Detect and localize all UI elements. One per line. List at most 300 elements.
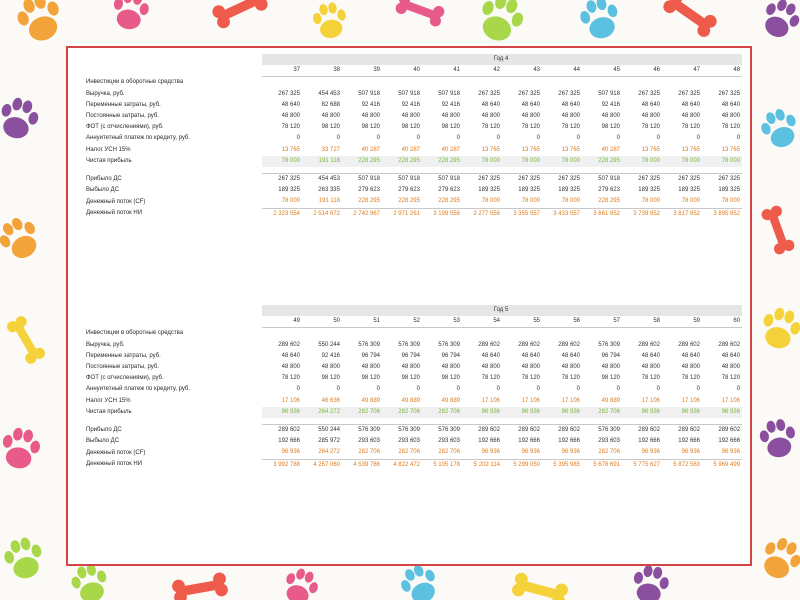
value-cell: 48 640 (281, 352, 300, 359)
table-row (86, 384, 742, 395)
value-cell: 507 918 (422, 174, 462, 186)
value-cell: 267 325 (678, 90, 700, 97)
value-cell: 48 640 (521, 352, 540, 359)
empty-cell (502, 77, 542, 89)
value-cell: 92 416 (601, 101, 620, 108)
month-number: 57 (582, 316, 622, 328)
value-cell: 289 602 (638, 341, 660, 348)
row-label: ФОТ (с отчислениями), руб. (86, 124, 164, 131)
value-cell: 98 120 (601, 375, 620, 382)
paw-icon (0, 212, 46, 265)
paw-icon (311, 0, 349, 40)
value-cell: 293 603 (438, 438, 460, 445)
table-row (86, 373, 742, 384)
year-header-row (86, 305, 742, 316)
value-cell: 3 817 852 (673, 210, 700, 217)
table-row (86, 89, 742, 100)
empty-cell (342, 328, 382, 340)
value-cell: 48 800 (321, 113, 340, 119)
row-label: Выручка, руб. (86, 90, 125, 97)
paw-icon (756, 533, 800, 585)
value-cell: 507 918 (598, 90, 620, 97)
month-number: 51 (342, 316, 382, 328)
value-cell: 289 602 (278, 341, 300, 348)
value-cell: 189 325 (278, 187, 300, 194)
table-row (86, 407, 742, 418)
paw-icon (110, 0, 151, 32)
value-cell: 48 800 (521, 364, 540, 370)
month-number: 38 (302, 65, 342, 77)
value-cell: 0 (496, 135, 500, 142)
value-cell: 48 800 (641, 113, 660, 119)
value-cell: 192 666 (478, 438, 500, 445)
value-cell: 13 765 (481, 146, 500, 153)
value-cell: 48 640 (281, 101, 300, 108)
empty-cell (382, 77, 422, 89)
value-cell: 96 936 (262, 447, 302, 459)
value-cell: 17 106 (281, 397, 300, 404)
value-cell: 550 244 (302, 425, 342, 437)
value-cell: 78 000 (502, 156, 542, 167)
value-cell: 267 325 (462, 174, 502, 186)
value-cell: 78 000 (542, 196, 582, 208)
value-cell: 5 775 627 (633, 461, 660, 468)
row-label: Денежный поток (CF) (86, 198, 146, 205)
month-number: 46 (622, 65, 662, 77)
value-cell: 17 106 (681, 397, 700, 404)
value-cell: 0 (656, 386, 660, 393)
value-cell: 0 (536, 135, 540, 142)
month-number: 52 (382, 316, 422, 328)
value-cell: 507 918 (382, 174, 422, 186)
month-number: 55 (502, 316, 542, 328)
value-cell: 49 889 (361, 397, 380, 404)
row-label: ФОТ (с отчислениями), руб. (86, 375, 164, 382)
empty-cell (342, 77, 382, 89)
value-cell: 96 794 (361, 352, 380, 359)
value-cell: 96 936 (622, 407, 662, 418)
value-cell: 0 (336, 135, 340, 142)
value-cell: 282 706 (382, 447, 422, 459)
value-cell: 289 602 (678, 341, 700, 348)
value-cell: 78 000 (662, 156, 702, 167)
value-cell: 282 706 (342, 447, 382, 459)
value-cell: 13 765 (281, 146, 300, 153)
value-cell: 96 794 (401, 352, 420, 359)
value-cell: 267 325 (662, 174, 702, 186)
value-cell: 98 120 (321, 375, 340, 382)
table-row (86, 111, 742, 122)
value-cell: 289 602 (502, 425, 542, 437)
value-cell: 48 640 (561, 352, 580, 359)
empty-cell (422, 77, 462, 89)
value-cell: 282 706 (382, 407, 422, 418)
value-cell: 228 295 (422, 156, 462, 167)
value-cell: 33 727 (321, 146, 340, 153)
row-label: Денежный поток (CF) (86, 449, 146, 456)
value-cell: 192 666 (518, 438, 540, 445)
value-cell: 4 822 472 (393, 461, 420, 468)
value-cell: 279 623 (398, 187, 420, 194)
value-cell: 96 794 (601, 352, 620, 359)
value-cell: 192 666 (278, 438, 300, 445)
value-cell: 293 603 (598, 438, 620, 445)
value-cell: 0 (456, 135, 460, 142)
value-cell: 282 706 (422, 447, 462, 459)
value-cell: 48 800 (281, 113, 300, 119)
value-cell: 267 325 (278, 90, 300, 97)
bone-icon (171, 571, 229, 600)
value-cell: 3 355 557 (513, 210, 540, 217)
month-number: 43 (502, 65, 542, 77)
empty-cell (382, 328, 422, 340)
value-cell: 48 640 (681, 352, 700, 359)
value-cell: 78 000 (462, 156, 502, 167)
value-cell: 48 640 (561, 101, 580, 108)
value-cell: 5 969 499 (713, 461, 741, 468)
value-cell: 92 416 (401, 101, 420, 108)
row-label: Прибыло ДС (86, 426, 122, 433)
table-row (86, 174, 742, 186)
empty-cell (582, 77, 622, 89)
value-cell: 98 120 (361, 375, 380, 382)
value-cell: 98 120 (441, 124, 460, 131)
value-cell: 78 120 (521, 124, 540, 131)
spreadsheet-card (66, 46, 752, 566)
table-row (86, 122, 742, 133)
row-label: Аннуитетный платеж по кредиту, руб. (86, 135, 191, 142)
paw-icon (1, 534, 48, 582)
value-cell: 228 295 (582, 196, 622, 208)
value-cell: 550 244 (318, 341, 340, 348)
value-cell: 507 918 (582, 174, 622, 186)
value-cell: 98 120 (441, 375, 460, 382)
value-cell: 78 120 (561, 375, 580, 382)
value-cell: 267 325 (518, 90, 540, 97)
value-cell: 0 (736, 135, 741, 142)
value-cell: 289 602 (462, 425, 502, 437)
value-cell: 289 602 (262, 425, 302, 437)
empty-cell (662, 77, 702, 89)
value-cell: 92 416 (361, 101, 380, 108)
value-cell: 78 120 (281, 124, 300, 131)
paw-icon (757, 0, 800, 43)
empty-cell (262, 328, 302, 340)
value-cell: 48 800 (681, 113, 700, 119)
value-cell: 96 936 (462, 447, 502, 459)
bone-icon (210, 0, 269, 30)
value-cell: 17 106 (561, 397, 580, 404)
row-label: Постоянные затраты, руб. (86, 364, 159, 370)
empty-cell (86, 316, 262, 328)
row-label: Налог УСН 15% (86, 146, 131, 153)
value-cell: 48 800 (281, 364, 300, 370)
month-number: 53 (422, 316, 462, 328)
empty-cell (702, 328, 742, 340)
value-cell: 289 602 (542, 425, 582, 437)
value-cell: 576 309 (382, 425, 422, 437)
value-cell: 192 666 (678, 438, 700, 445)
table-row (86, 185, 742, 196)
value-cell: 48 800 (441, 364, 460, 370)
value-cell: 96 936 (262, 407, 302, 418)
value-cell: 78 000 (262, 156, 302, 167)
empty-cell (622, 328, 662, 340)
value-cell: 228 295 (582, 156, 622, 167)
value-cell: 267 325 (638, 90, 660, 97)
value-cell: 17 106 (481, 397, 500, 404)
row-label: Выбыло ДС (86, 187, 120, 194)
value-cell: 48 800 (601, 364, 620, 370)
value-cell: 228 295 (382, 196, 422, 208)
value-cell: 17 106 (641, 397, 660, 404)
empty-cell (422, 328, 462, 340)
value-cell: 0 (696, 135, 700, 142)
value-cell: 0 (336, 386, 340, 393)
paw-icon (577, 0, 624, 43)
value-cell: 192 666 (558, 438, 580, 445)
year-4-table (86, 54, 742, 220)
value-cell: 96 936 (622, 447, 662, 459)
bone-icon (511, 571, 570, 600)
value-cell: 48 800 (561, 364, 580, 370)
value-cell: 78 000 (702, 196, 742, 208)
month-number: 37 (262, 65, 302, 77)
value-cell: 48 800 (521, 113, 540, 119)
value-cell: 267 325 (558, 90, 580, 97)
month-number: 45 (582, 65, 622, 77)
empty-cell (702, 77, 742, 89)
paw-icon (0, 94, 42, 142)
empty-cell (582, 328, 622, 340)
year-5-table (86, 305, 742, 471)
value-cell: 13 765 (641, 146, 660, 153)
value-cell: 78 000 (622, 196, 662, 208)
value-cell: 454 453 (302, 174, 342, 186)
month-number: 41 (422, 65, 462, 77)
value-cell: 78 120 (281, 375, 300, 382)
month-number: 39 (342, 65, 382, 77)
value-cell: 264 272 (302, 447, 342, 459)
row-label: Выбыло ДС (86, 438, 120, 445)
value-cell: 96 936 (702, 407, 742, 418)
value-cell: 13 765 (721, 146, 741, 153)
value-cell: 576 309 (598, 341, 620, 348)
value-cell: 289 602 (662, 425, 702, 437)
paw-icon (0, 426, 43, 472)
month-number: 49 (262, 316, 302, 328)
value-cell: 279 623 (598, 187, 620, 194)
value-cell: 96 936 (502, 447, 542, 459)
value-cell: 0 (736, 386, 741, 393)
value-cell: 5 105 178 (433, 461, 460, 468)
value-cell: 0 (296, 386, 300, 393)
value-cell: 576 309 (582, 425, 622, 437)
value-cell: 289 602 (702, 425, 742, 437)
value-cell: 48 800 (401, 364, 420, 370)
value-cell: 48 640 (481, 101, 500, 108)
value-cell: 0 (456, 386, 460, 393)
value-cell: 48 800 (721, 364, 741, 370)
value-cell: 96 936 (662, 447, 702, 459)
value-cell: 282 706 (342, 407, 382, 418)
table-row (86, 351, 742, 362)
empty-cell (86, 65, 262, 77)
value-cell: 48 800 (321, 364, 340, 370)
value-cell: 48 640 (641, 352, 660, 359)
month-number-row (86, 316, 742, 328)
value-cell: 49 889 (441, 397, 460, 404)
value-cell: 78 000 (702, 156, 742, 167)
row-label: Денежный поток НИ (86, 461, 143, 468)
value-cell: 48 640 (721, 101, 741, 108)
value-cell: 48 800 (361, 364, 380, 370)
value-cell: 92 416 (321, 352, 340, 359)
value-cell: 0 (616, 135, 620, 142)
value-cell: 78 000 (662, 196, 702, 208)
value-cell: 289 602 (518, 341, 540, 348)
year-label: Год 4 (262, 54, 742, 65)
value-cell: 48 800 (361, 113, 380, 119)
value-cell: 96 936 (662, 407, 702, 418)
table-row (86, 156, 742, 167)
value-cell: 189 325 (558, 187, 580, 194)
value-cell: 78 000 (462, 196, 502, 208)
table-row (86, 77, 742, 89)
month-number: 54 (462, 316, 502, 328)
month-number: 42 (462, 65, 502, 77)
value-cell: 289 602 (718, 341, 741, 348)
table-row (86, 133, 742, 144)
value-cell: 48 640 (721, 352, 741, 359)
value-cell: 49 889 (601, 397, 620, 404)
value-cell: 96 936 (502, 407, 542, 418)
paw-icon (757, 105, 800, 152)
value-cell: 0 (496, 386, 500, 393)
year-label: Год 5 (262, 305, 742, 316)
empty-cell (462, 77, 502, 89)
value-cell: 3 895 852 (713, 210, 741, 217)
row-label: Выручка, руб. (86, 341, 125, 348)
value-cell: 289 602 (558, 341, 580, 348)
value-cell: 189 325 (518, 187, 540, 194)
value-cell: 48 640 (481, 352, 500, 359)
empty-cell (502, 328, 542, 340)
value-cell: 0 (376, 135, 380, 142)
empty-cell (542, 328, 582, 340)
value-cell: 46 636 (321, 397, 340, 404)
paw-icon (396, 560, 444, 600)
value-cell: 3 661 852 (593, 210, 620, 217)
value-cell: 285 972 (318, 438, 340, 445)
value-cell: 5 395 985 (553, 461, 580, 468)
value-cell: 228 295 (422, 196, 462, 208)
value-cell: 78 120 (561, 124, 580, 131)
table-row (86, 196, 742, 208)
value-cell: 267 325 (718, 90, 741, 97)
value-cell: 96 936 (542, 447, 582, 459)
value-cell: 576 309 (438, 341, 460, 348)
value-cell: 507 918 (398, 90, 420, 97)
value-cell: 82 688 (321, 101, 340, 108)
empty-cell (302, 77, 342, 89)
value-cell: 48 800 (641, 364, 660, 370)
month-number: 50 (302, 316, 342, 328)
value-cell: 2 323 554 (273, 210, 300, 217)
value-cell: 267 325 (262, 174, 302, 186)
value-cell: 78 120 (721, 124, 741, 131)
value-cell: 3 739 852 (633, 210, 660, 217)
value-cell: 3 433 557 (553, 210, 580, 217)
value-cell: 48 800 (481, 113, 500, 119)
value-cell: 5 299 050 (513, 461, 540, 468)
value-cell: 98 120 (321, 124, 340, 131)
value-cell: 282 706 (582, 447, 622, 459)
bone-icon (760, 204, 796, 256)
bone-icon (394, 0, 446, 28)
month-number: 56 (542, 316, 582, 328)
row-label: Инвестиции в оборотные средства (86, 79, 184, 86)
value-cell: 40 287 (361, 146, 380, 153)
month-number: 60 (702, 316, 742, 328)
paw-icon (757, 304, 800, 352)
value-cell: 263 335 (318, 187, 340, 194)
empty-cell (302, 328, 342, 340)
value-cell: 78 120 (521, 375, 540, 382)
value-cell: 282 706 (422, 407, 462, 418)
value-cell: 98 120 (601, 124, 620, 131)
value-cell: 78 000 (502, 196, 542, 208)
value-cell: 0 (416, 386, 420, 393)
value-cell: 5 202 114 (473, 461, 500, 468)
value-cell: 576 309 (398, 341, 420, 348)
table-row (86, 208, 742, 220)
value-cell: 507 918 (342, 174, 382, 186)
value-cell: 78 120 (641, 375, 660, 382)
value-cell: 78 120 (681, 124, 700, 131)
table-row (86, 100, 742, 111)
value-cell: 17 106 (521, 397, 540, 404)
value-cell: 0 (576, 386, 580, 393)
value-cell: 40 287 (601, 146, 620, 153)
value-cell: 0 (576, 135, 580, 142)
value-cell: 48 800 (601, 113, 620, 119)
value-cell: 191 118 (302, 156, 342, 167)
table-row (86, 340, 742, 351)
value-cell: 189 325 (638, 187, 660, 194)
row-label: Чистая прибыль (86, 408, 132, 415)
paw-icon (630, 563, 671, 600)
row-label: Переменные затраты, руб. (86, 101, 161, 108)
value-cell: 48 800 (721, 113, 741, 119)
value-cell: 78 000 (262, 196, 302, 208)
value-cell: 5 678 691 (593, 461, 620, 468)
value-cell: 192 666 (718, 438, 741, 445)
value-cell: 48 800 (401, 113, 420, 119)
value-cell: 0 (696, 386, 700, 393)
value-cell: 3 277 556 (473, 210, 500, 217)
value-cell: 289 602 (478, 341, 500, 348)
empty-cell (86, 54, 262, 65)
value-cell: 189 325 (478, 187, 500, 194)
value-cell: 13 765 (681, 146, 700, 153)
table-row (86, 436, 742, 447)
value-cell: 576 309 (342, 425, 382, 437)
value-cell: 507 918 (358, 90, 380, 97)
empty-cell (622, 77, 662, 89)
month-number-row (86, 65, 742, 77)
table-row (86, 447, 742, 459)
